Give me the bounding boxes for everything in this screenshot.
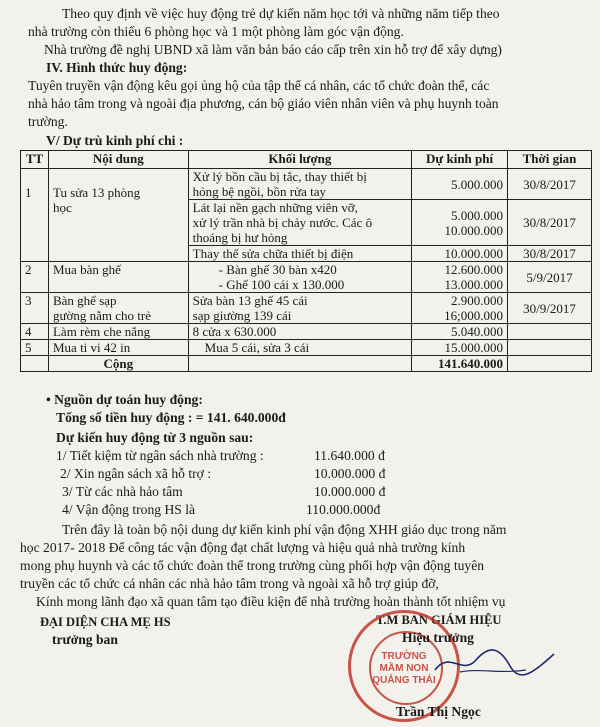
volume-line: hỏng bệ ngồi, bồn rửa tay [192, 184, 327, 199]
volume-line: Xử lý bồn cầu bị tắc, thay thiết bị [192, 169, 367, 184]
source-2-label: 2/ Xin ngân sách xã hỗ trợ : [60, 466, 212, 481]
row5-time [508, 340, 592, 356]
row4-cost: 5.040.000 [412, 324, 508, 340]
row1b-cost [412, 200, 508, 246]
row2-tt: 2 [21, 262, 49, 293]
row3-content-line: Bàn ghế sạp [52, 293, 117, 308]
closing-line-5: Kính mong lãnh đạo xã quan tâm tạo điều kiện để nhà trường hoàn thành tốt nhiệm vụ [36, 594, 506, 609]
volume-line: sạp giường 139 cái [192, 308, 292, 323]
row3-content [48, 293, 188, 324]
table-row [21, 262, 592, 293]
row5-volume: Mua 5 cái, sửa 3 cái [188, 340, 411, 356]
row1c-cost: 10.000.000 [412, 246, 508, 262]
total-label: Cộng [48, 356, 188, 372]
total-empty [188, 356, 411, 372]
closing-line-2: học 2017- 2018 Để công tác vận động đạt chất lượng và hiệu quả nhà trường kính [20, 540, 466, 555]
row4-content: Làm rèm che nắng [48, 324, 188, 340]
funding-total-line: Tổng số tiền huy động : = 141. 640.000đ [56, 410, 286, 425]
handwritten-signature [430, 642, 560, 682]
header-time: Thời gian [508, 151, 592, 169]
closing-line-4: truyền các tổ chức cá nhân các nhà hảo tâm trong và ngoài xã hỗ trợ giúp đỡ, [20, 576, 439, 591]
header-tt: TT [21, 151, 49, 169]
table-total-row [21, 356, 592, 372]
source-3-label: 3/ Từ các nhà hảo tâm [62, 484, 183, 499]
header-cost: Dự kinh phí [412, 151, 508, 169]
row1-content-line: Tu sửa 13 phòng [52, 185, 141, 200]
cost-line: 13.000.000 [444, 277, 504, 292]
row2-cost [412, 262, 508, 293]
closing-line-1: Trên đây là toàn bộ nội dung dự kiến kinh phí vận động XHH giáo dục trong năm [62, 522, 507, 537]
stamp-text-mid: MẦM NON [379, 663, 429, 674]
row1-content-line: học [52, 200, 72, 215]
volume-line: - Ghế 100 cái x 130.000 [218, 277, 345, 292]
intro-line-2: nhà trường còn thiếu 6 phòng học và 1 một phòng làm góc vận động. [28, 24, 404, 39]
cost-line: 5.000.000 [451, 207, 504, 223]
row3-content-line: gường nằm cho trẻ [52, 308, 152, 323]
left-signature-role: trưởng ban [52, 632, 118, 647]
section-v-title: V/ Dự trù kinh phí chi : [46, 133, 184, 148]
total-empty [508, 356, 592, 372]
right-signature-role: Hiệu trưởng [402, 630, 474, 645]
volume-line: xử lý trần nhà bị chảy nước. Các ô [192, 215, 373, 230]
closing-line-3: mong phụ huynh và các tổ chức đoàn thể trong trường cùng phối hợp vận động tuyên [20, 558, 485, 573]
source-4-amount: 110.000.000đ [306, 502, 381, 517]
row1c-time: 30/8/2017 [508, 246, 592, 262]
source-1-amount: 11.640.000 đ [314, 448, 385, 463]
funding-title [46, 392, 203, 408]
header-content: Nội dung [48, 151, 188, 169]
row1a-cost: 5.000.000 [412, 169, 508, 200]
cost-line: 2.900.000 [451, 293, 504, 308]
row2-content: Mua bàn ghế [48, 262, 188, 293]
section-iv-line-2: nhà hảo tâm trong và ngoài địa phương, cán bộ giáo viên nhân viên và phụ huynh toàn [28, 96, 499, 111]
row3-cost [412, 293, 508, 324]
row4-tt: 4 [21, 324, 49, 340]
row1-tt: 1 [21, 169, 49, 262]
row2-volume [188, 262, 411, 293]
section-iv-line-3: trường. [28, 114, 68, 129]
total-value: 141.640.000 [412, 356, 508, 372]
source-4-label: 4/ Vận động trong HS là [62, 502, 196, 517]
budget-table [20, 150, 592, 372]
row1b-time: 30/8/2017 [508, 200, 592, 246]
stamp-text-bot: QUẢNG THÁI [372, 675, 436, 686]
intro-line-1: Theo quy định về việc huy động trẻ dự kiến năm học tới và những năm tiếp theo [62, 6, 500, 21]
volume-line: Lát lại nền gạch những viên vỡ, [192, 200, 358, 215]
left-signature-title: ĐẠI DIỆN CHA MẸ HS [40, 615, 171, 629]
volume-line: Sửa bàn 13 ghế 45 cái [192, 293, 308, 308]
row5-tt: 5 [21, 340, 49, 356]
right-signature-name: Trần Thị Ngọc [396, 704, 481, 719]
funding-title-text: Nguồn dự toán huy động: [54, 392, 203, 407]
row5-content: Mua ti vi 42 in [48, 340, 188, 356]
row2-time: 5/9/2017 [508, 262, 592, 293]
table-row [21, 324, 592, 340]
row3-volume [188, 293, 411, 324]
funding-sources-title: Dự kiến huy động từ 3 nguồn sau: [56, 430, 254, 445]
row1c-volume: Thay thế sửa chữa thiết bị điện [188, 246, 411, 262]
right-signature-title: T.M BAN GIÁM HIỆU [376, 613, 502, 627]
header-volume: Khối lượng [188, 151, 411, 169]
section-iv-title: IV. Hình thức huy động: [46, 60, 188, 75]
table-header-row [21, 151, 592, 169]
row3-time: 30/9/2017 [508, 293, 592, 324]
table-row [21, 340, 592, 356]
source-1-label: 1/ Tiết kiệm từ ngân sách nhà trường : [56, 448, 264, 463]
section-iv-line-1: Tuyên truyền vận động kêu gọi ủng hộ của tập thể cá nhân, các tổ chức đoàn thể, các [28, 78, 490, 93]
source-3-amount: 10.000.000 đ [314, 484, 386, 499]
total-empty [21, 356, 49, 372]
table-row [21, 169, 592, 200]
row4-volume: 8 cửa x 630.000 [188, 324, 411, 340]
row1b-volume [188, 200, 411, 246]
volume-line: thoáng bị hư hỏng [192, 230, 288, 245]
row4-time [508, 324, 592, 340]
source-2-amount: 10.000.000 đ [314, 466, 386, 481]
table-row [21, 293, 592, 324]
cost-line: 16;000.000 [444, 308, 504, 323]
row5-cost: 15.000.000 [412, 340, 508, 356]
row3-tt: 3 [21, 293, 49, 324]
row1a-volume [188, 169, 411, 200]
intro-line-3: Nhà trường đề nghị UBND xã làm văn bản báo cáo cấp trên xin hỗ trợ để xây dựng) [44, 42, 502, 57]
volume-line: - Bàn ghế 30 bàn x420 [218, 262, 337, 277]
row1a-time: 30/8/2017 [508, 169, 592, 200]
row1-content [48, 169, 188, 262]
stamp-text-top: TRƯỜNG [381, 651, 427, 662]
cost-line: 12.600.000 [444, 262, 504, 277]
cost-line: 10.000.000 [444, 222, 504, 238]
bullet-icon: • [46, 392, 51, 407]
